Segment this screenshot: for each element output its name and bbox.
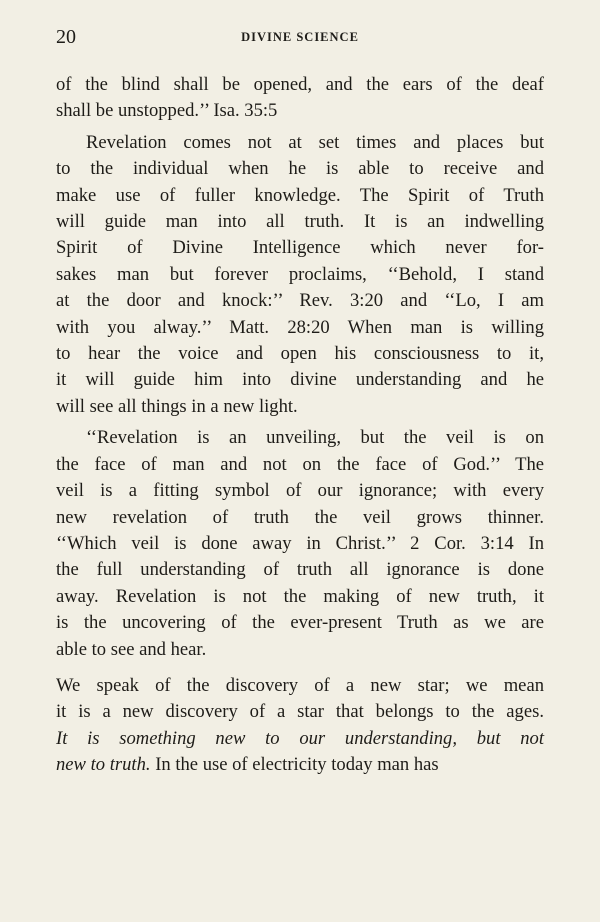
- text-line: shall be unstopped.’’ Isa. 35:5: [56, 100, 278, 122]
- page-header: [56, 24, 544, 50]
- running-head: DIVINE SCIENCE: [241, 30, 359, 44]
- text-line: it is a new discovery of a star that belongs to the ages.: [56, 701, 544, 723]
- text-line: of the blind shall be opened, and the ears of the deaf: [56, 74, 544, 95]
- paragraph-2: [56, 130, 544, 420]
- text-phrase: In the use of electricity today man has: [155, 754, 439, 776]
- text-line: at the door and knock:’’ Rev. 3:20 and ‘‘Lo, I am: [56, 290, 544, 312]
- body-text: [56, 72, 544, 779]
- text-line: new revelation of truth the veil grows thinner.: [56, 506, 544, 528]
- paragraph-4: [56, 673, 544, 779]
- paragraph-3: [56, 425, 544, 663]
- text-line: away. Revelation is not the making of new truth, it: [56, 585, 544, 607]
- text-line: is the uncovering of the ever-present Truth as we are: [56, 612, 544, 634]
- text-line: ‘‘Revelation is an unveiling, but the veil is on: [86, 427, 544, 449]
- text-line: the face of man and not on the face of God.’’ The: [56, 453, 544, 475]
- text-line: ‘‘Which veil is done away in Christ.’’ 2 Cor. 3:14 In: [56, 532, 544, 554]
- text-line: will guide man into all truth. It is an indwelling: [56, 211, 544, 233]
- paragraph-1: [56, 72, 544, 125]
- text-line: the full understanding of truth all ignorance is done: [56, 559, 544, 581]
- italic-phrase: new to truth.: [56, 754, 151, 776]
- mixed-text-line: [56, 752, 544, 778]
- text-line: to the individual when he is able to receive and: [56, 158, 544, 180]
- text-line: sakes man but forever proclaims, ‘‘Behold, I stand: [56, 263, 544, 285]
- text-line: Revelation comes not at set times and places but: [86, 131, 544, 153]
- text-line: make use of fuller knowledge. The Spirit of Truth: [56, 184, 544, 206]
- text-line: Spirit of Divine Intelligence which never for-: [56, 237, 544, 259]
- text-line: it will guide him into divine understanding and he: [56, 369, 544, 391]
- text-line: with you alway.’’ Matt. 28:20 When man is willing: [56, 316, 544, 338]
- text-line: able to see and hear.: [56, 638, 207, 660]
- italic-text-line: It is something new to our understanding, but not: [56, 727, 544, 749]
- text-line: to hear the voice and open his consciousness to it,: [56, 343, 544, 365]
- text-line: veil is a fitting symbol of our ignorance; with every: [56, 480, 544, 502]
- page-number: 20: [56, 26, 76, 48]
- text-line: We speak of the discovery of a new star; we mean: [56, 674, 544, 696]
- text-line: will see all things in a new light.: [56, 395, 298, 417]
